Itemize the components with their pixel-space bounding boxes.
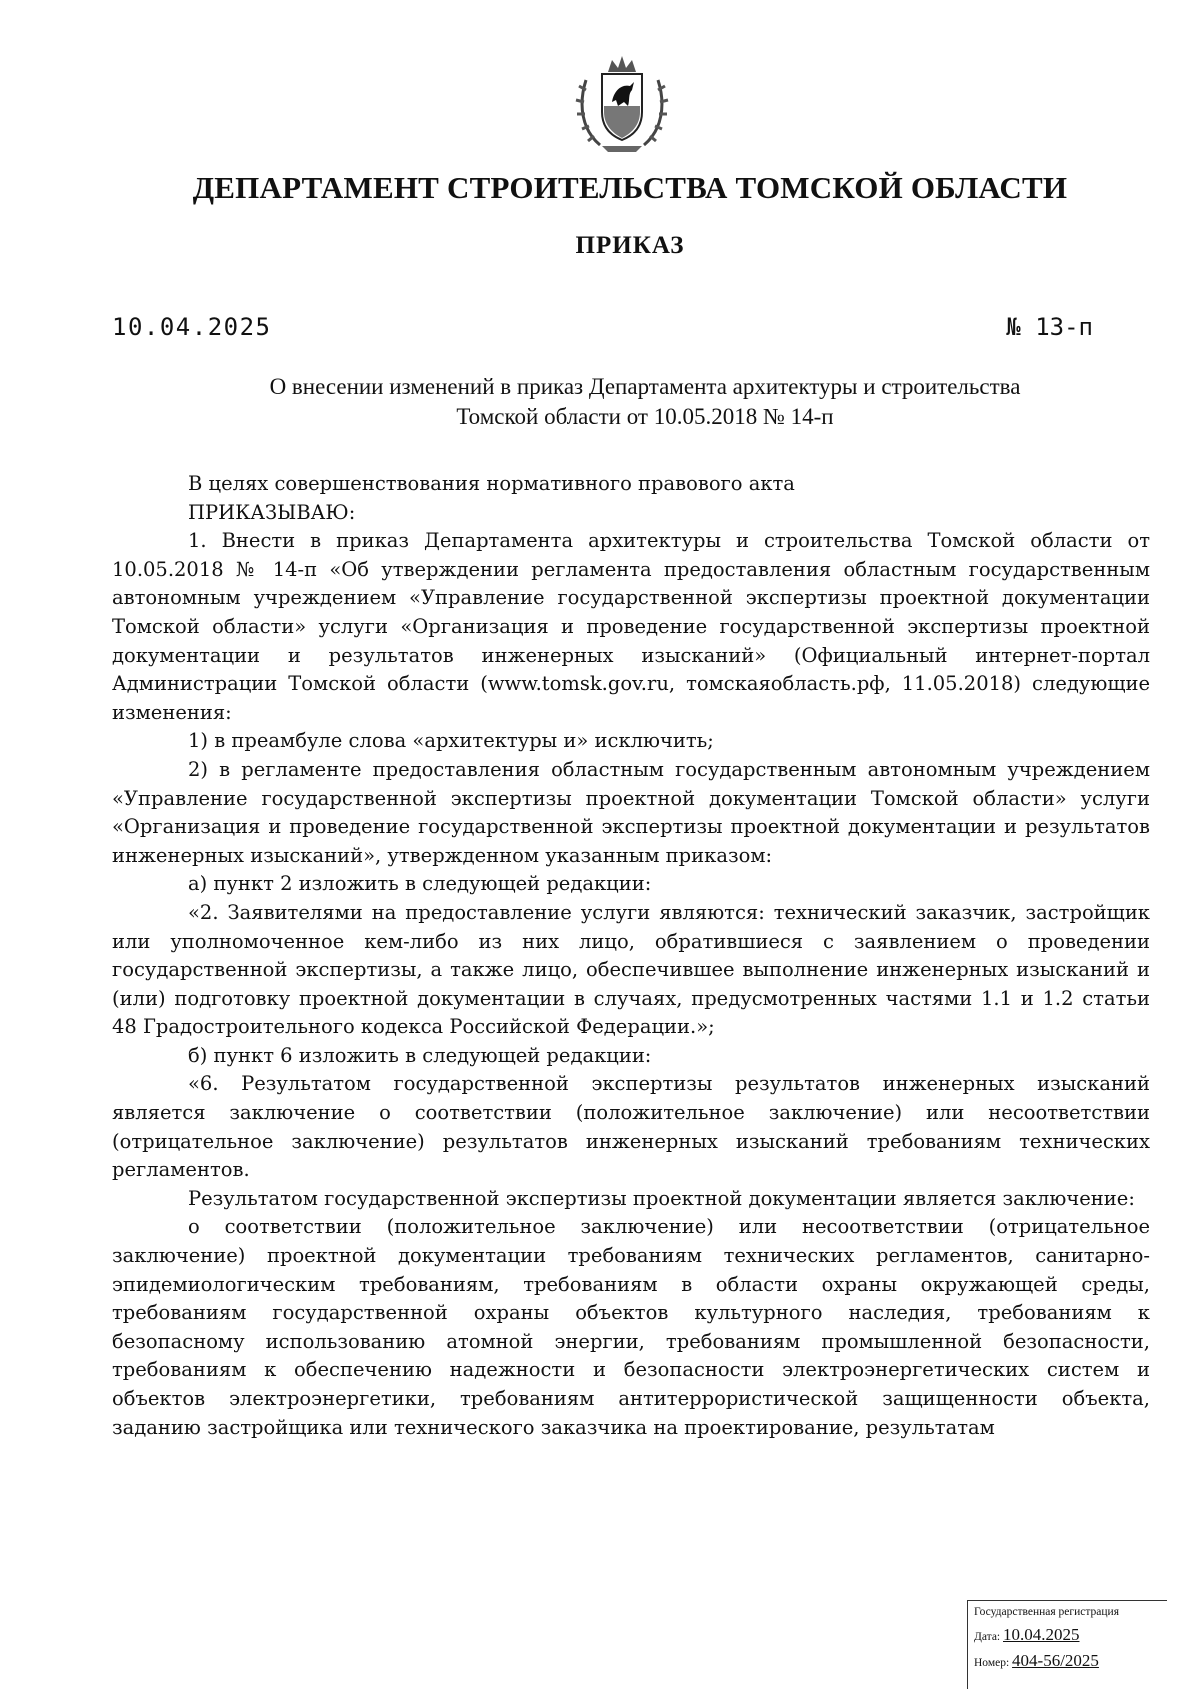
subclause-2-paragraph: 2) в регламенте предоставления областным государственным автономным учреждением «Управление государственной экспертизы проектной документации Томской области» услуги «Организация и проведение государственной экспертизы проектной документации и результатов инженерных изысканий», утвержденном указанным приказом: [112, 757, 1150, 867]
registration-number-row [974, 1651, 1099, 1671]
coat-of-arms-emblem [572, 50, 672, 158]
order-subject [190, 372, 1100, 432]
conclusion-requirements-paragraph: о соответствии (положительное заключение) или несоответствии (отрицательное заключение) проектной документации требованиям технических регламентов, санитарно-эпидемиологическим требованиям, требованиям в области охраны окружающей среды, требованиям государственной охраны объектов культурного наследия, требованиям к безопасному использованию атомной энергии, требованиям промышленной безопасности, требованиям к обеспечению надежности и безопасности электроэнергетических систем и объектов электроэнергетики, требованиям антитеррористической защищенности объекта, заданию застройщика или технического заказчика на проектирование, результатам [112, 1215, 1150, 1439]
subject-line-1: О внесении изменений в приказ Департамента архитектуры и строительства [269, 374, 1021, 399]
order-directive: ПРИКАЗЫВАЮ: [188, 500, 356, 524]
subclause-1-paragraph: 1) в преамбуле слова «архитектуры и» исключить; [188, 729, 714, 753]
registration-stamp [967, 1600, 1167, 1689]
registration-date-value: 10.04.2025 [1003, 1625, 1080, 1644]
order-body [112, 470, 1150, 1442]
department-title: ДЕПАРТАМЕНТ СТРОИТЕЛЬСТВА ТОМСКОЙ ОБЛАСТИ [192, 170, 1068, 205]
clause-1-paragraph: 1. Внести в приказ Департамента архитектуры и строительства Томской области от 10.05.2018 № 14-п «Об утверждении регламента предоставления областным государственным автономным учреждением «Управление государственной экспертизы проектной документации Томской области» услуги «Организация и проведение государственной экспертизы проектной документации и результатов инженерных изысканий» (Официальный интернет-портал Администрации Томской области (www.tomsk.gov.ru, томскаяобласть.рф, 11.05.2018) следующие изменения: [112, 529, 1150, 724]
point-6-text-paragraph: «6. Результатом государственной экспертизы результатов инженерных изысканий является заключение о соответствии (положительное заключение) или несоответствии (отрицательное заключение) результатов инженерных изысканий требованиям технических регламентов. [112, 1072, 1150, 1182]
registration-number-label: Номер: [974, 1657, 1010, 1669]
registration-date-label: Дата: [974, 1631, 1001, 1643]
order-number: № 13-п [1006, 313, 1093, 341]
preamble-paragraph: В целях совершенствования нормативного правового акта [188, 472, 795, 495]
registration-date-row [974, 1625, 1080, 1645]
item-b-paragraph: б) пункт 6 изложить в следующей редакции: [188, 1043, 652, 1067]
document-type-title: ПРИКАЗ [575, 232, 685, 259]
item-a-paragraph: а) пункт 2 изложить в следующей редакции: [188, 872, 652, 896]
registration-number-value: 404-56/2025 [1012, 1651, 1099, 1670]
point-2-text-paragraph: «2. Заявителями на предоставление услуги являются: технический заказчик, застройщик или уполномоченное кем-либо из них лицо, обратившиеся с заявлением о проведении государственной экспертизы, а также лицо, обеспечившее выполнение инженерных изысканий и (или) подготовку проектной документации в случаях, предусмотренных частями 1.1 и 1.2 статьи 48 Градостроительного кодекса Российской Федерации.»; [112, 900, 1150, 1039]
order-date: 10.04.2025 [112, 313, 272, 341]
subject-line-2: Томской области от 10.05.2018 № 14-п [456, 404, 834, 429]
registration-title: Государственная регистрация [974, 1606, 1119, 1618]
design-docs-result-paragraph: Результатом государственной экспертизы проектной документации является заключение: [188, 1186, 1135, 1210]
